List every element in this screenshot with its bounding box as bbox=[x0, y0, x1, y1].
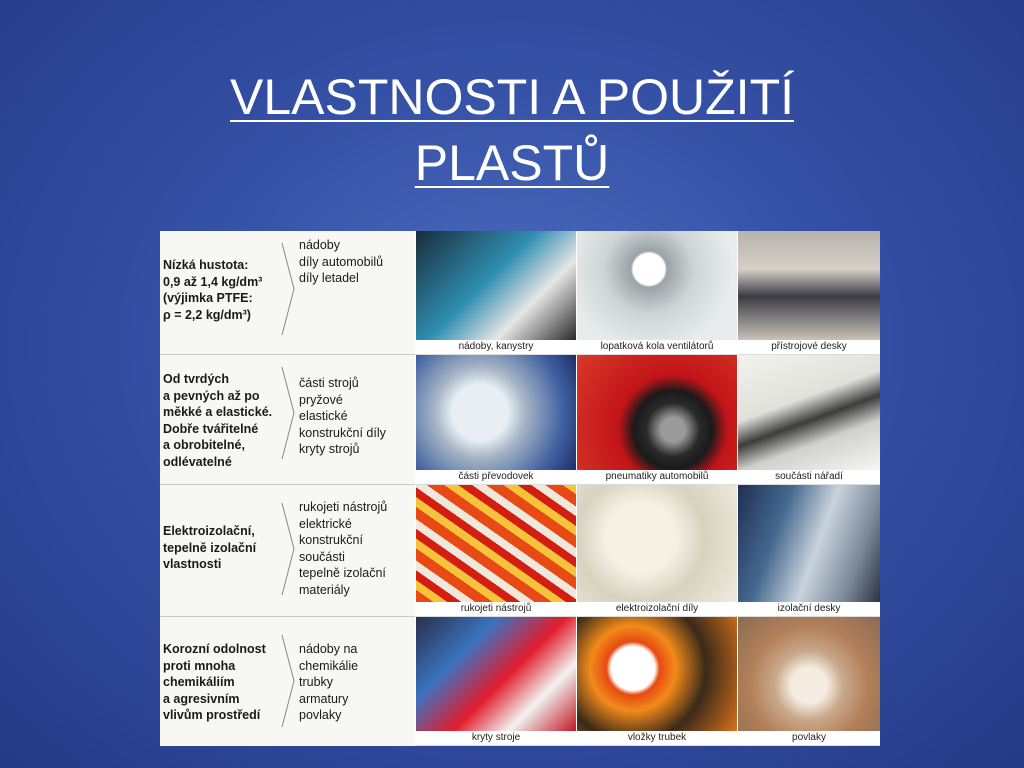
photo-cell bbox=[415, 231, 576, 355]
photo-caption: elektroizolační díly bbox=[577, 602, 737, 616]
photo-caption: přístrojové desky bbox=[738, 340, 880, 354]
photo-image bbox=[577, 231, 737, 340]
row-2-text-cell bbox=[160, 355, 415, 485]
uses-text: části strojů pryžové elastické konstrukční díly kryty strojů bbox=[299, 376, 386, 456]
photo-cell bbox=[737, 485, 880, 617]
photo-image bbox=[577, 355, 737, 470]
property-text: Elektroizolační, tepelně izolační vlastnosti bbox=[163, 524, 257, 571]
photo-caption: nádoby, kanystry bbox=[416, 340, 576, 354]
photo-image bbox=[416, 485, 576, 602]
title-line-1: VLASTNOSTI A POUŽITÍ bbox=[229, 69, 794, 125]
photo-cell bbox=[576, 617, 737, 746]
property-text: Od tvrdých a pevných až po měkké a elastické. Dobře tvářitelné a obrobitelné, odlévatelné bbox=[163, 372, 273, 469]
photo-cell bbox=[576, 231, 737, 355]
photo-image bbox=[416, 231, 576, 340]
chevron-icon bbox=[280, 499, 298, 599]
photo-caption: rukojeti nástrojů bbox=[416, 602, 576, 616]
row-3-text-cell bbox=[160, 485, 415, 617]
chevron-icon bbox=[280, 239, 298, 339]
photo-caption: pneumatiky automobilů bbox=[577, 470, 737, 484]
property-text: Korozní odolnost proti mnoha chemikáliím a agresivním vlivům prostředí bbox=[163, 642, 266, 722]
photo-cell bbox=[737, 355, 880, 485]
photo-cell bbox=[415, 617, 576, 746]
properties-table bbox=[160, 231, 880, 746]
uses-text: nádoby na chemikálie trubky armatury povlaky bbox=[299, 642, 359, 722]
photo-caption: povlaky bbox=[738, 731, 880, 745]
photo-image bbox=[738, 485, 880, 602]
photo-image bbox=[738, 231, 880, 340]
photo-cell bbox=[576, 485, 737, 617]
photo-caption: vložky trubek bbox=[577, 731, 737, 745]
photo-caption: části převodovek bbox=[416, 470, 576, 484]
slide-title bbox=[0, 64, 1024, 196]
chevron-icon bbox=[280, 363, 298, 463]
photo-image bbox=[738, 355, 880, 470]
photo-cell bbox=[415, 485, 576, 617]
photo-image bbox=[577, 617, 737, 731]
uses-text: nádoby díly automobilů díly letadel bbox=[299, 238, 384, 285]
row-1-text-cell bbox=[160, 231, 415, 355]
title-line-2: PLASTŮ bbox=[414, 135, 610, 191]
photo-cell bbox=[415, 355, 576, 485]
photo-cell bbox=[737, 617, 880, 746]
photo-cell bbox=[576, 355, 737, 485]
photo-caption: izolační desky bbox=[738, 602, 880, 616]
photo-image bbox=[738, 617, 880, 731]
chevron-icon bbox=[280, 631, 298, 731]
photo-image bbox=[416, 617, 576, 731]
row-4-text-cell bbox=[160, 617, 415, 746]
property-text: Nízká hustota: 0,9 až 1,4 kg/dm³ (výjimka PTFE: ρ = 2,2 kg/dm³) bbox=[163, 258, 263, 322]
photo-image bbox=[416, 355, 576, 470]
photo-caption: součásti nářadí bbox=[738, 470, 880, 484]
uses-text: rukojeti nástrojů elektrické konstrukční součásti tepelně izolační materiály bbox=[299, 500, 388, 597]
photo-image bbox=[577, 485, 737, 602]
photo-caption: lopatková kola ventilátorů bbox=[577, 340, 737, 354]
photo-cell bbox=[737, 231, 880, 355]
photo-caption: kryty stroje bbox=[416, 731, 576, 745]
